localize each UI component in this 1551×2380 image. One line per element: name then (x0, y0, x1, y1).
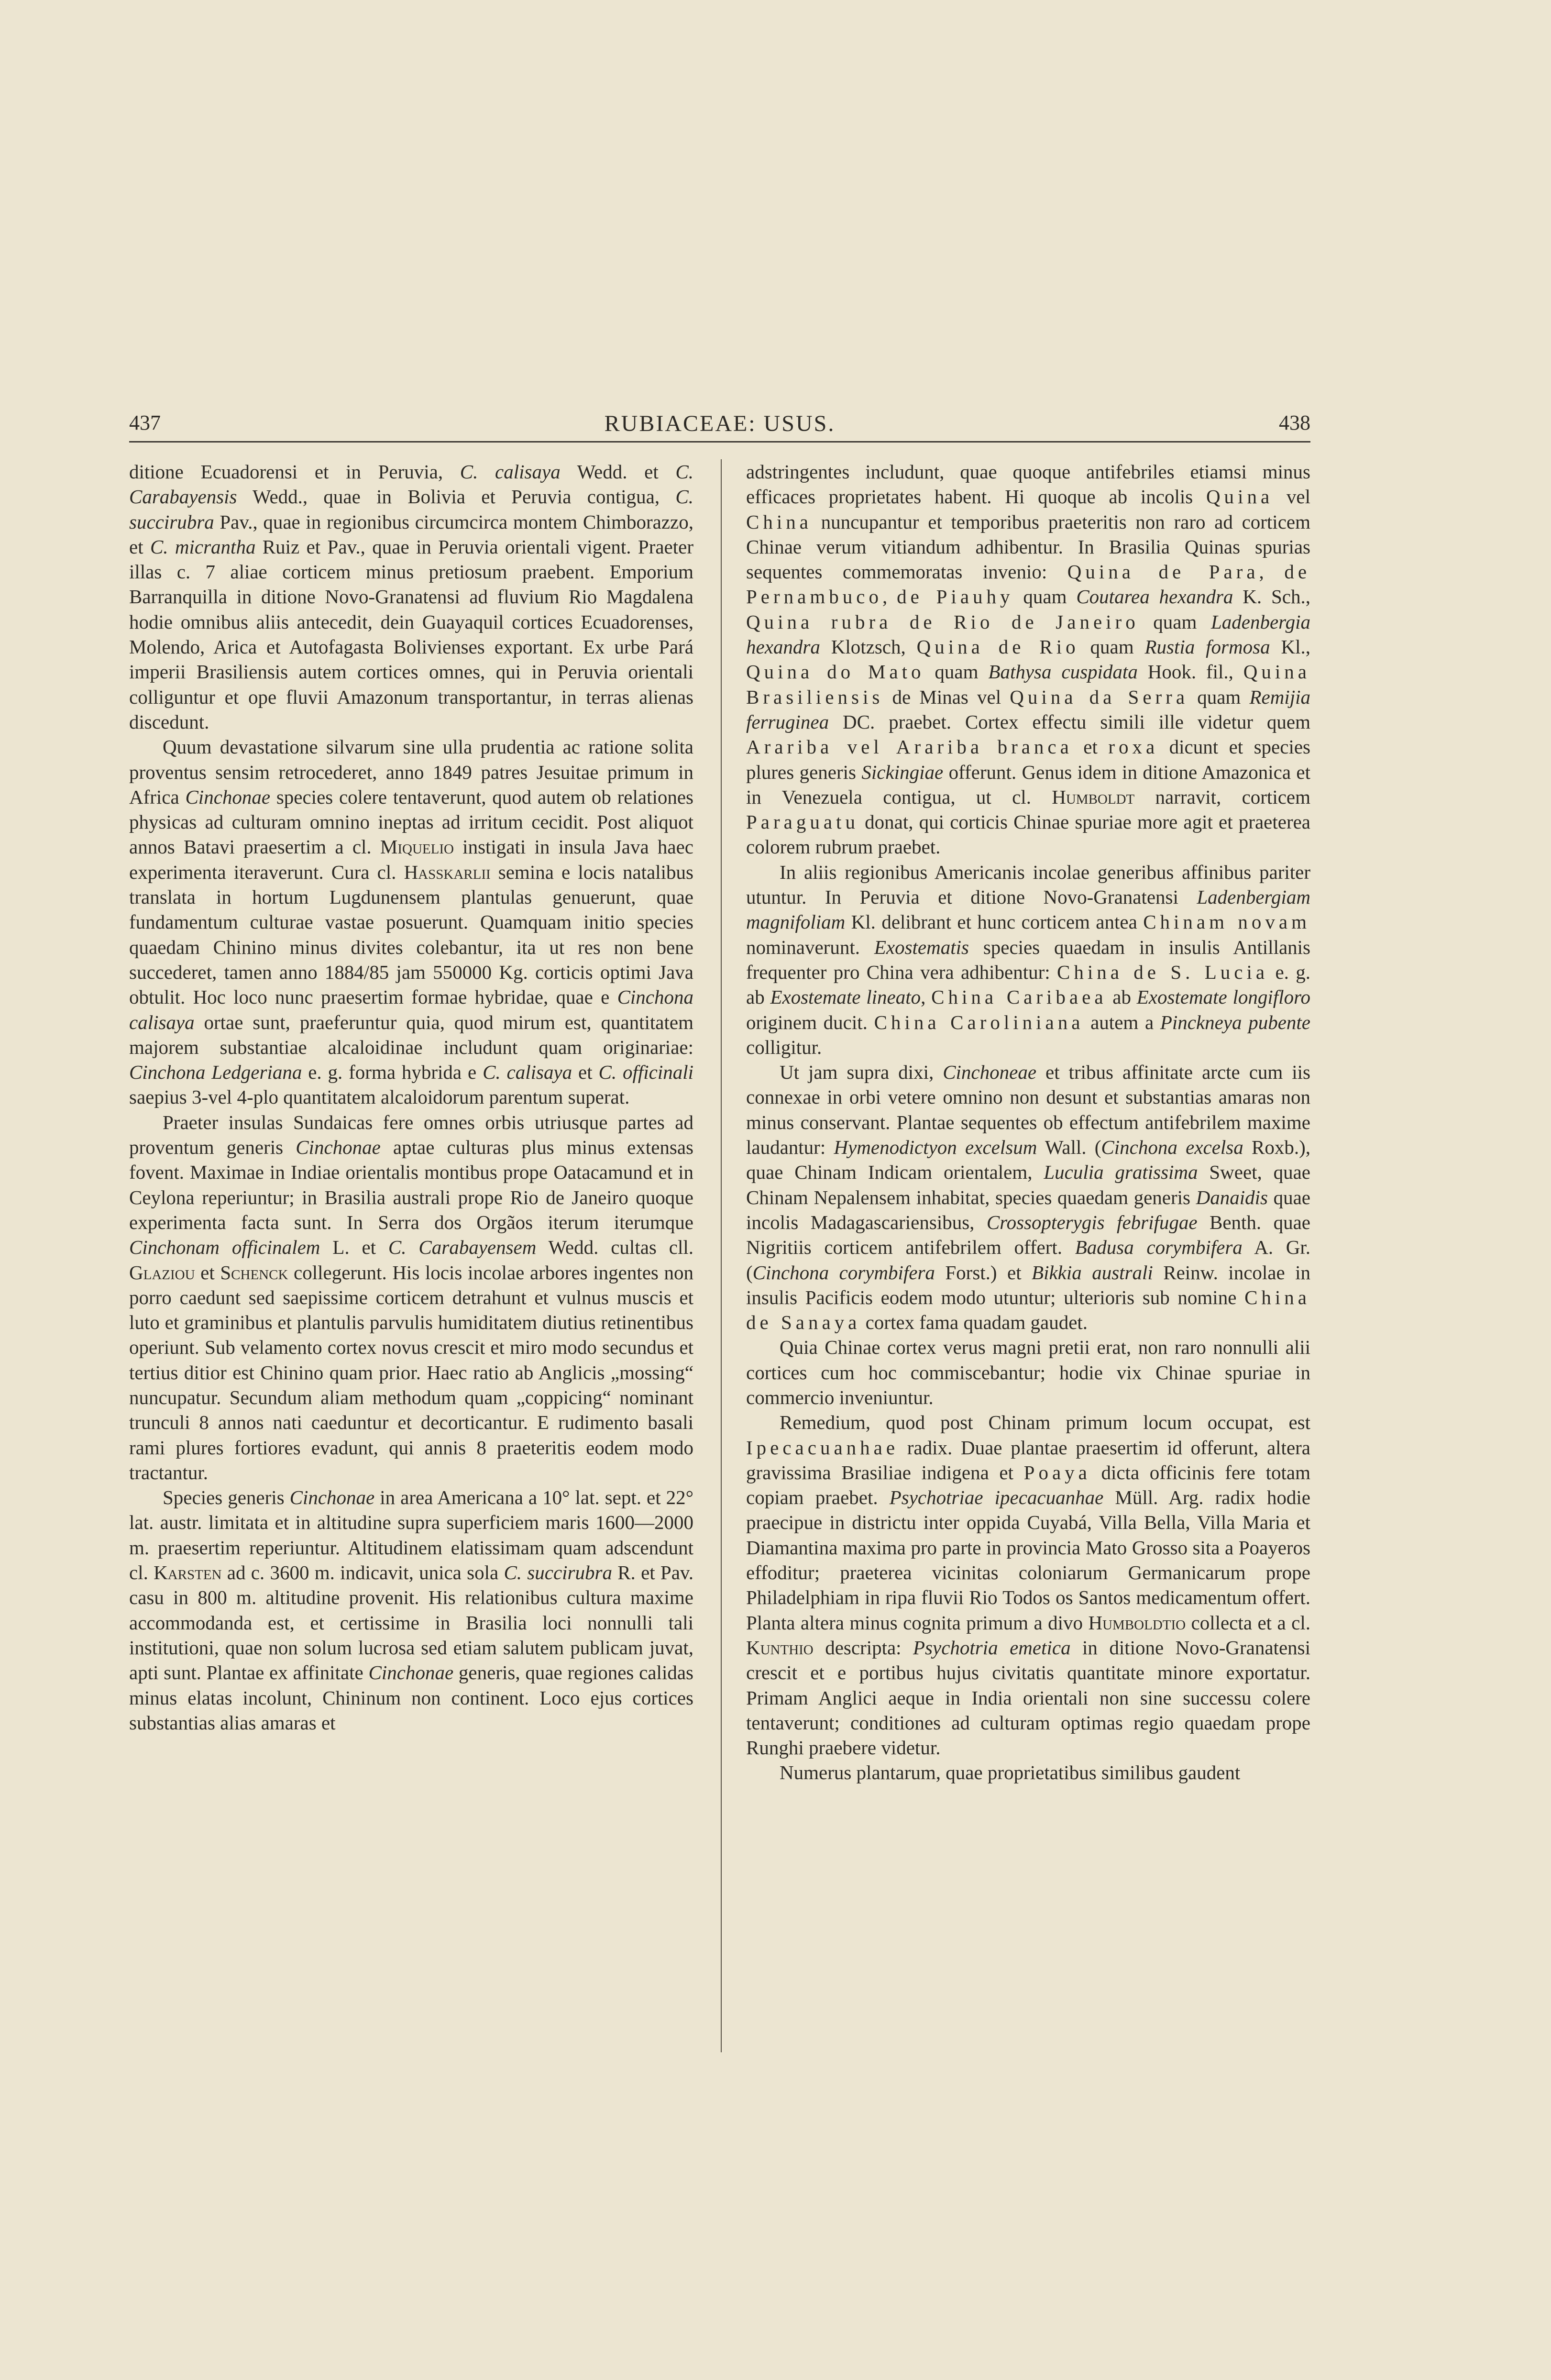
text-run: et (195, 1261, 220, 1284)
taxon-name: Cinchonae (368, 1661, 454, 1684)
text-run: Hook. fil., (1137, 661, 1243, 683)
text-run: R. et Pav. casu in 800 m. altitudine provenit. His relationibus cultura maxime accommodanda est, et certissime in Brasilia loci nonnulli tali institutioni, quae non solum lucrosa sed etiam salutem publicam juvat, apti sunt. Plantae ex affinitate (129, 1561, 694, 1684)
paragraph (746, 1760, 1310, 1785)
text-run: Ut jam supra dixi, (780, 1061, 943, 1084)
running-title: RUBIACEAE: USUS. (604, 411, 836, 436)
paragraph (746, 1410, 1310, 1760)
spaced-term: Poaya (1023, 1461, 1091, 1483)
text-run: generis, quae regiones calidas minus elatas incolunt, Chininum non continent. Loco ejus cortices substantias alias amaras et (129, 1661, 693, 1734)
text-run: et (572, 1061, 599, 1084)
text-run: ortae sunt, praeferuntur quia, quod mirum est, quantitatem majorem substantiae alcaloidinae includunt quam originariae: (129, 1011, 693, 1058)
text-run: , (1259, 561, 1285, 583)
text-run: Forst.) et (935, 1261, 1032, 1284)
paragraph (129, 734, 693, 1109)
text-run: ab (1107, 986, 1137, 1008)
text-run: colligitur. (746, 1036, 822, 1058)
text-run: In aliis regionibus Americanis incolae generibus affinibus pariter utuntur. In Peruvia et ditione Novo-Granatensi (746, 861, 1310, 908)
taxon-name: C. succirubra (129, 486, 693, 533)
text-run: de Minas vel (883, 686, 1010, 708)
header-rule (129, 441, 1310, 443)
spaced-term: Ipecacuanhae (746, 1436, 899, 1459)
text-run: saepius 3-vel 4-plo quantitatem alcaloidorum parentum superat. (129, 1086, 630, 1108)
text-run: Praeter insulas Sundaicas fere omnes orbis utriusque partes ad proventum generis (129, 1111, 693, 1159)
text-run: autem a (1084, 1011, 1160, 1033)
running-header (129, 410, 1310, 439)
taxon-name: Bikkia australi (1032, 1261, 1153, 1284)
text-run: descripta: (813, 1636, 913, 1659)
text-run: semina e locis natalibus translata in hortum Lugdunensem plantulas genuerunt, quae fundamentum culturae vastae posuerunt. Quamquam initio species quaedam Chinino minus divites colebantur, ita ut res non bene succederet, tamen anno 1884/85 jam 550000 Kg. corticis optimi Java obtulit. Hoc loco nunc praesertim formae hybridae, quae e (129, 861, 694, 1008)
text-run: instigati in insula Java haec experimenta iteraverunt. Cura cl. (129, 836, 693, 883)
spaced-term: Quina (1206, 486, 1274, 508)
text-run: adstringentes includunt, quae quoque antifebriles etiamsi minus efficaces proprietates habent. Hi quoque ab incolis (746, 461, 1310, 508)
text-run: Sweet, quae Chinam Nepalensem inhabitat, species quaedam generis (746, 1161, 1310, 1208)
text-run: collegerunt. His locis incolae arbores ingentes non porro caedunt sed saepissime corticem detrahunt et vulnus muscis et luto et graminibus et plantulis parvulis humiditatem diutius retinentibus operiunt. Sub velamento cortex novus crescit et miro modo secundus et tertius ditior est Chinino quam prior. Haec ratio ab Anglicis „mossing“ nuncupatur. Secundum aliam methodum quam „coppicing“ nominant trunculi 8 annos nati caeduntur et decorticantur. E rudimento basali rami plures fortiores evadunt, qui annis 8 praeteritis eodem modo tractantur. (129, 1261, 693, 1483)
text-run: e. g. forma hybrida e (302, 1061, 483, 1084)
text-run: quam (1139, 610, 1211, 633)
taxon-name: Psychotria emetica (913, 1636, 1071, 1659)
paragraph (746, 459, 1310, 860)
paragraph (746, 860, 1310, 1060)
taxon-name: Cinchona Ledgeriana (129, 1061, 302, 1084)
taxon-name: C. Carabayensem (388, 1236, 537, 1259)
taxon-name: Pinckneya pubente (1160, 1011, 1310, 1033)
spaced-term: China (746, 510, 812, 533)
paragraph (746, 1335, 1310, 1410)
spaced-term: China de Sanaya (746, 1286, 1310, 1334)
text-run: ad c. 3600 m. indicavit, unica sola (221, 1561, 504, 1584)
text-run: quam (1079, 636, 1145, 658)
text-run: nuncupantur et temporibus praeteritis non raro ad corticem Chinae verum vitiandum adhibentur. In Brasilia Quinas spurias sequentes commemoratas invenio: (746, 510, 1310, 583)
taxon-name: Bathysa cuspidata (988, 661, 1138, 683)
text-run: Klotzsch, (820, 636, 917, 658)
text-run: K. Sch., (1233, 586, 1310, 608)
text-run: Ruiz et Pav., quae in Peruvia orientali vigent. Praeter illas c. 7 aliae corticem minus pretiosum praebent. Emporium Barranquilla in ditione Novo-Granatensi ad fluvium Rio Magdalena hodie omnibus aliis antecedit, dein Guayaquil cortices Ecuadorenses, Molendo, Arica et Autofagasta Bolivienses exportant. Ex urbe Pará imperii Brasiliensis autem cortices omnes, qui in Peruvia orientali colliguntur et ope fluvii Amazonum transportantur, in terras alienas discedunt. (129, 535, 693, 733)
text-run: originem ducit. (746, 1011, 874, 1033)
text-run: Wall. ( (1037, 1136, 1101, 1159)
left-text-column (129, 459, 693, 1735)
text-run: L. et (320, 1236, 388, 1259)
text-run: Reinw. incolae in insulis Pacificis eodem modo utuntur; ulterioris sub nomine (746, 1261, 1311, 1308)
text-run: DC. praebet. Cortex effectu simili ille videtur quem (829, 710, 1310, 733)
text-run: Roxb.), quae Chinam Indicam orientalem, (746, 1136, 1311, 1184)
paragraph (129, 1110, 693, 1485)
author-name: Schenck (220, 1261, 288, 1284)
text-run: , (882, 586, 897, 608)
text-run: species quaedam in insulis Antillanis frequenter pro China vera adhibentur: (746, 936, 1310, 983)
taxon-name: Exostemate lineato (770, 986, 921, 1008)
spaced-term: China Caroliniana (874, 1011, 1084, 1033)
right-text-column (746, 459, 1310, 1785)
text-run: et (1072, 736, 1109, 758)
text-run: radix. Duae plantae praesertim id offerunt, altera gravissima Brasiliae indigena et (746, 1436, 1310, 1483)
taxon-name: Sickingiae (861, 761, 944, 783)
taxon-name: C. officinali (598, 1061, 693, 1084)
taxon-name: Hymenodictyon excelsum (834, 1136, 1037, 1159)
taxon-name: Luculia gratissima (1044, 1161, 1198, 1184)
text-run: Benth. quae Nigritiis corticem antifebrilem offert. (746, 1211, 1310, 1259)
taxon-name: Rustia formosa (1144, 636, 1270, 658)
text-run: quae incolis Madagascariensibus, (746, 1186, 1310, 1233)
text-run: Quia Chinae cortex verus magni pretii erat, non raro nonnulli alii cortices cum hoc commiscebantur; hodie vix Chinae spuriae in commercio inveniuntur. (746, 1336, 1310, 1408)
taxon-name: Cinchonam officinalem (129, 1236, 320, 1259)
text-run: A. Gr. ( (746, 1236, 1310, 1284)
spaced-term: Quina rubra de Rio de Janeiro (746, 610, 1139, 633)
author-name: Hasskarlii (404, 861, 491, 883)
spaced-term: Quina Brasiliensis (746, 661, 1310, 708)
spaced-term: de Pernambuco (746, 561, 1311, 608)
spaced-term: Arariba vel Arariba branca (746, 736, 1073, 758)
taxon-name: C. calisaya (460, 461, 561, 483)
text-run: , (921, 986, 932, 1008)
spaced-term: Chinam novam (1143, 911, 1310, 933)
spaced-term: Quina da Serra (1010, 686, 1189, 708)
paragraph (746, 1060, 1310, 1335)
text-run: dicunt et species plures generis (746, 736, 1310, 783)
text-run: nominaverunt. (746, 936, 874, 958)
taxon-name: Ladenbergiam magnifoliam (746, 886, 1310, 933)
taxon-name: Remijia ferruginea (746, 686, 1311, 733)
text-run: et tribus affinitate arcte cum iis connexae in orbi vetere omnino non desunt et substantias amaras non minus conservant. Plantae sequentes ob effectum antifebrilem maxime laudantur: (746, 1061, 1310, 1159)
text-run: e. g. ab (746, 961, 1310, 1008)
spaced-term: de Piauhy (897, 586, 1014, 608)
taxon-name: Ladenbergia hexandra (746, 610, 1311, 658)
taxon-name: Cinchona corymbifera (752, 1261, 935, 1284)
spaced-term: roxa (1108, 736, 1159, 758)
author-name: Karsten (154, 1561, 222, 1584)
author-name: Humboldt (1052, 786, 1135, 808)
text-run: Quum devastatione silvarum sine ulla prudentia ac ratione solita proventus sensim retrocederet, anno 1849 patres Jesuitae primum in Africa (129, 736, 693, 808)
text-run: Remedium, quod post Chinam primum locum occupat, est (780, 1411, 1310, 1434)
text-run: Wedd., quae in Bolivia et Peruvia contigua, (237, 486, 676, 508)
taxon-name: Exostemate longifloro (1136, 986, 1311, 1008)
taxon-name: C. Carabayensis (129, 461, 694, 508)
text-run: quam (1013, 586, 1077, 608)
text-run: dicta officinis fere totam copiam praebet. (746, 1461, 1310, 1509)
paragraph (129, 1485, 693, 1735)
text-run: Species generis (163, 1486, 290, 1509)
text-run: aptae culturas plus minus extensas fovent. Maximae in Indiae orientalis montibus prope Oatacamund et in Ceylona reperiuntur; in Brasilia australi prope Rio de Janeiro quoque experimenta facta sunt. In Serra dos Orgãos iterum iterumque (129, 1136, 693, 1233)
text-run: vel (1273, 486, 1310, 508)
text-run: narravit, corticem (1134, 786, 1310, 808)
taxon-name: Exostematis (874, 936, 969, 958)
taxon-name: Cinchoneae (943, 1061, 1037, 1084)
text-run: quam (1188, 686, 1250, 708)
author-name: Humboldtio (1088, 1611, 1186, 1634)
right-page-number: 438 (1279, 411, 1310, 434)
taxon-name: C. calisaya (483, 1061, 572, 1084)
column-divider (721, 459, 722, 2052)
spaced-term: Paraguatu (746, 811, 859, 833)
taxon-name: Danaidis (1196, 1186, 1268, 1208)
text-run: in ditione Novo-Granatensi crescit et e portibus hujus civitatis quantitate minore exportatur. Primam Anglici aeque in India orientali non sine successu colere tentaverunt; conditiones ad culturam optimas regio quaedam prope Runghi praebere videtur. (746, 1636, 1310, 1759)
text-run: ditione Ecuadorensi et in Peruvia, (129, 461, 460, 483)
text-run: Pav., quae in regionibus circumcirca montem Chimborazzo, et (129, 510, 693, 558)
taxon-name: Coutarea hexandra (1076, 586, 1233, 608)
taxon-name: Psychotriae ipecacuanhae (889, 1486, 1104, 1509)
author-name: Kunthio (746, 1636, 814, 1659)
spaced-term: China Caribaea (931, 986, 1107, 1008)
taxon-name: Cinchona calisaya (129, 986, 693, 1033)
text-run: offerunt. Genus idem in ditione Amazonica et in Venezuela contigua, ut cl. (746, 761, 1311, 808)
taxon-name: Cinchonae (289, 1486, 375, 1509)
text-run: in area Americana a 10° lat. sept. et 22° lat. austr. limitata et in altitudine supra superficiem maris 1600—2000 m. praesertim reperiuntur. Altitudinem elatissimam quam adscendunt cl. (129, 1486, 693, 1584)
text-run: Numerus plantarum, quae proprietatibus similibus gaudent (780, 1761, 1241, 1784)
text-run: collecta et a cl. (1186, 1611, 1311, 1634)
text-run: Wedd. cultas cll. (536, 1236, 693, 1259)
spaced-term: Quina de Para (1067, 561, 1259, 583)
text-run: Wedd. et (560, 461, 676, 483)
taxon-name: Crossopterygis febrifugae (986, 1211, 1198, 1233)
spaced-term: Quina do Mato (746, 661, 925, 683)
taxon-name: Cinchona excelsa (1101, 1136, 1243, 1159)
taxon-name: Cinchonae (296, 1136, 381, 1159)
author-name: Glaziou (129, 1261, 195, 1284)
text-run: Müll. Arg. radix hodie praecipue in districtu inter oppida Cuyabá, Villa Bella, Villa Maria et Diamantina maxima pro parte in provincia Mato Grosso sita a Poayeros effoditur; praeterea vicinitas coloniarum Germanicarum prope Philadelphiam in ripa fluvii Rio Todos os Santos medicamentum offert. Planta altera minus cognita primum a divo (746, 1486, 1311, 1634)
taxon-name: C. succirubra (504, 1561, 612, 1584)
text-run: cortex fama quadam gaudet. (860, 1311, 1088, 1334)
text-run: Kl., (1270, 636, 1310, 658)
author-name: Miquelio (380, 836, 454, 858)
text-run: species colere tentaverunt, quod autem ob relationes physicas ad culturam omnino ineptas ad irritum cecidit. Post aliquot annos Batavi praesertim a cl. (129, 786, 694, 858)
text-run: donat, qui corticis Chinae spuriae more agit et praeterea colorem rubrum praebet. (746, 811, 1310, 858)
paragraph (129, 459, 693, 734)
left-page-number: 437 (129, 411, 161, 434)
spaced-term: Quina de Rio (916, 636, 1079, 658)
taxon-name: Badusa corymbifera (1075, 1236, 1243, 1259)
text-run: Kl. delibrant et hunc corticem antea (845, 911, 1144, 933)
spaced-term: China de S. Lucia (1057, 961, 1269, 983)
taxon-name: Cinchonae (185, 786, 271, 808)
taxon-name: C. micrantha (150, 535, 256, 558)
text-run: quam (924, 661, 989, 683)
